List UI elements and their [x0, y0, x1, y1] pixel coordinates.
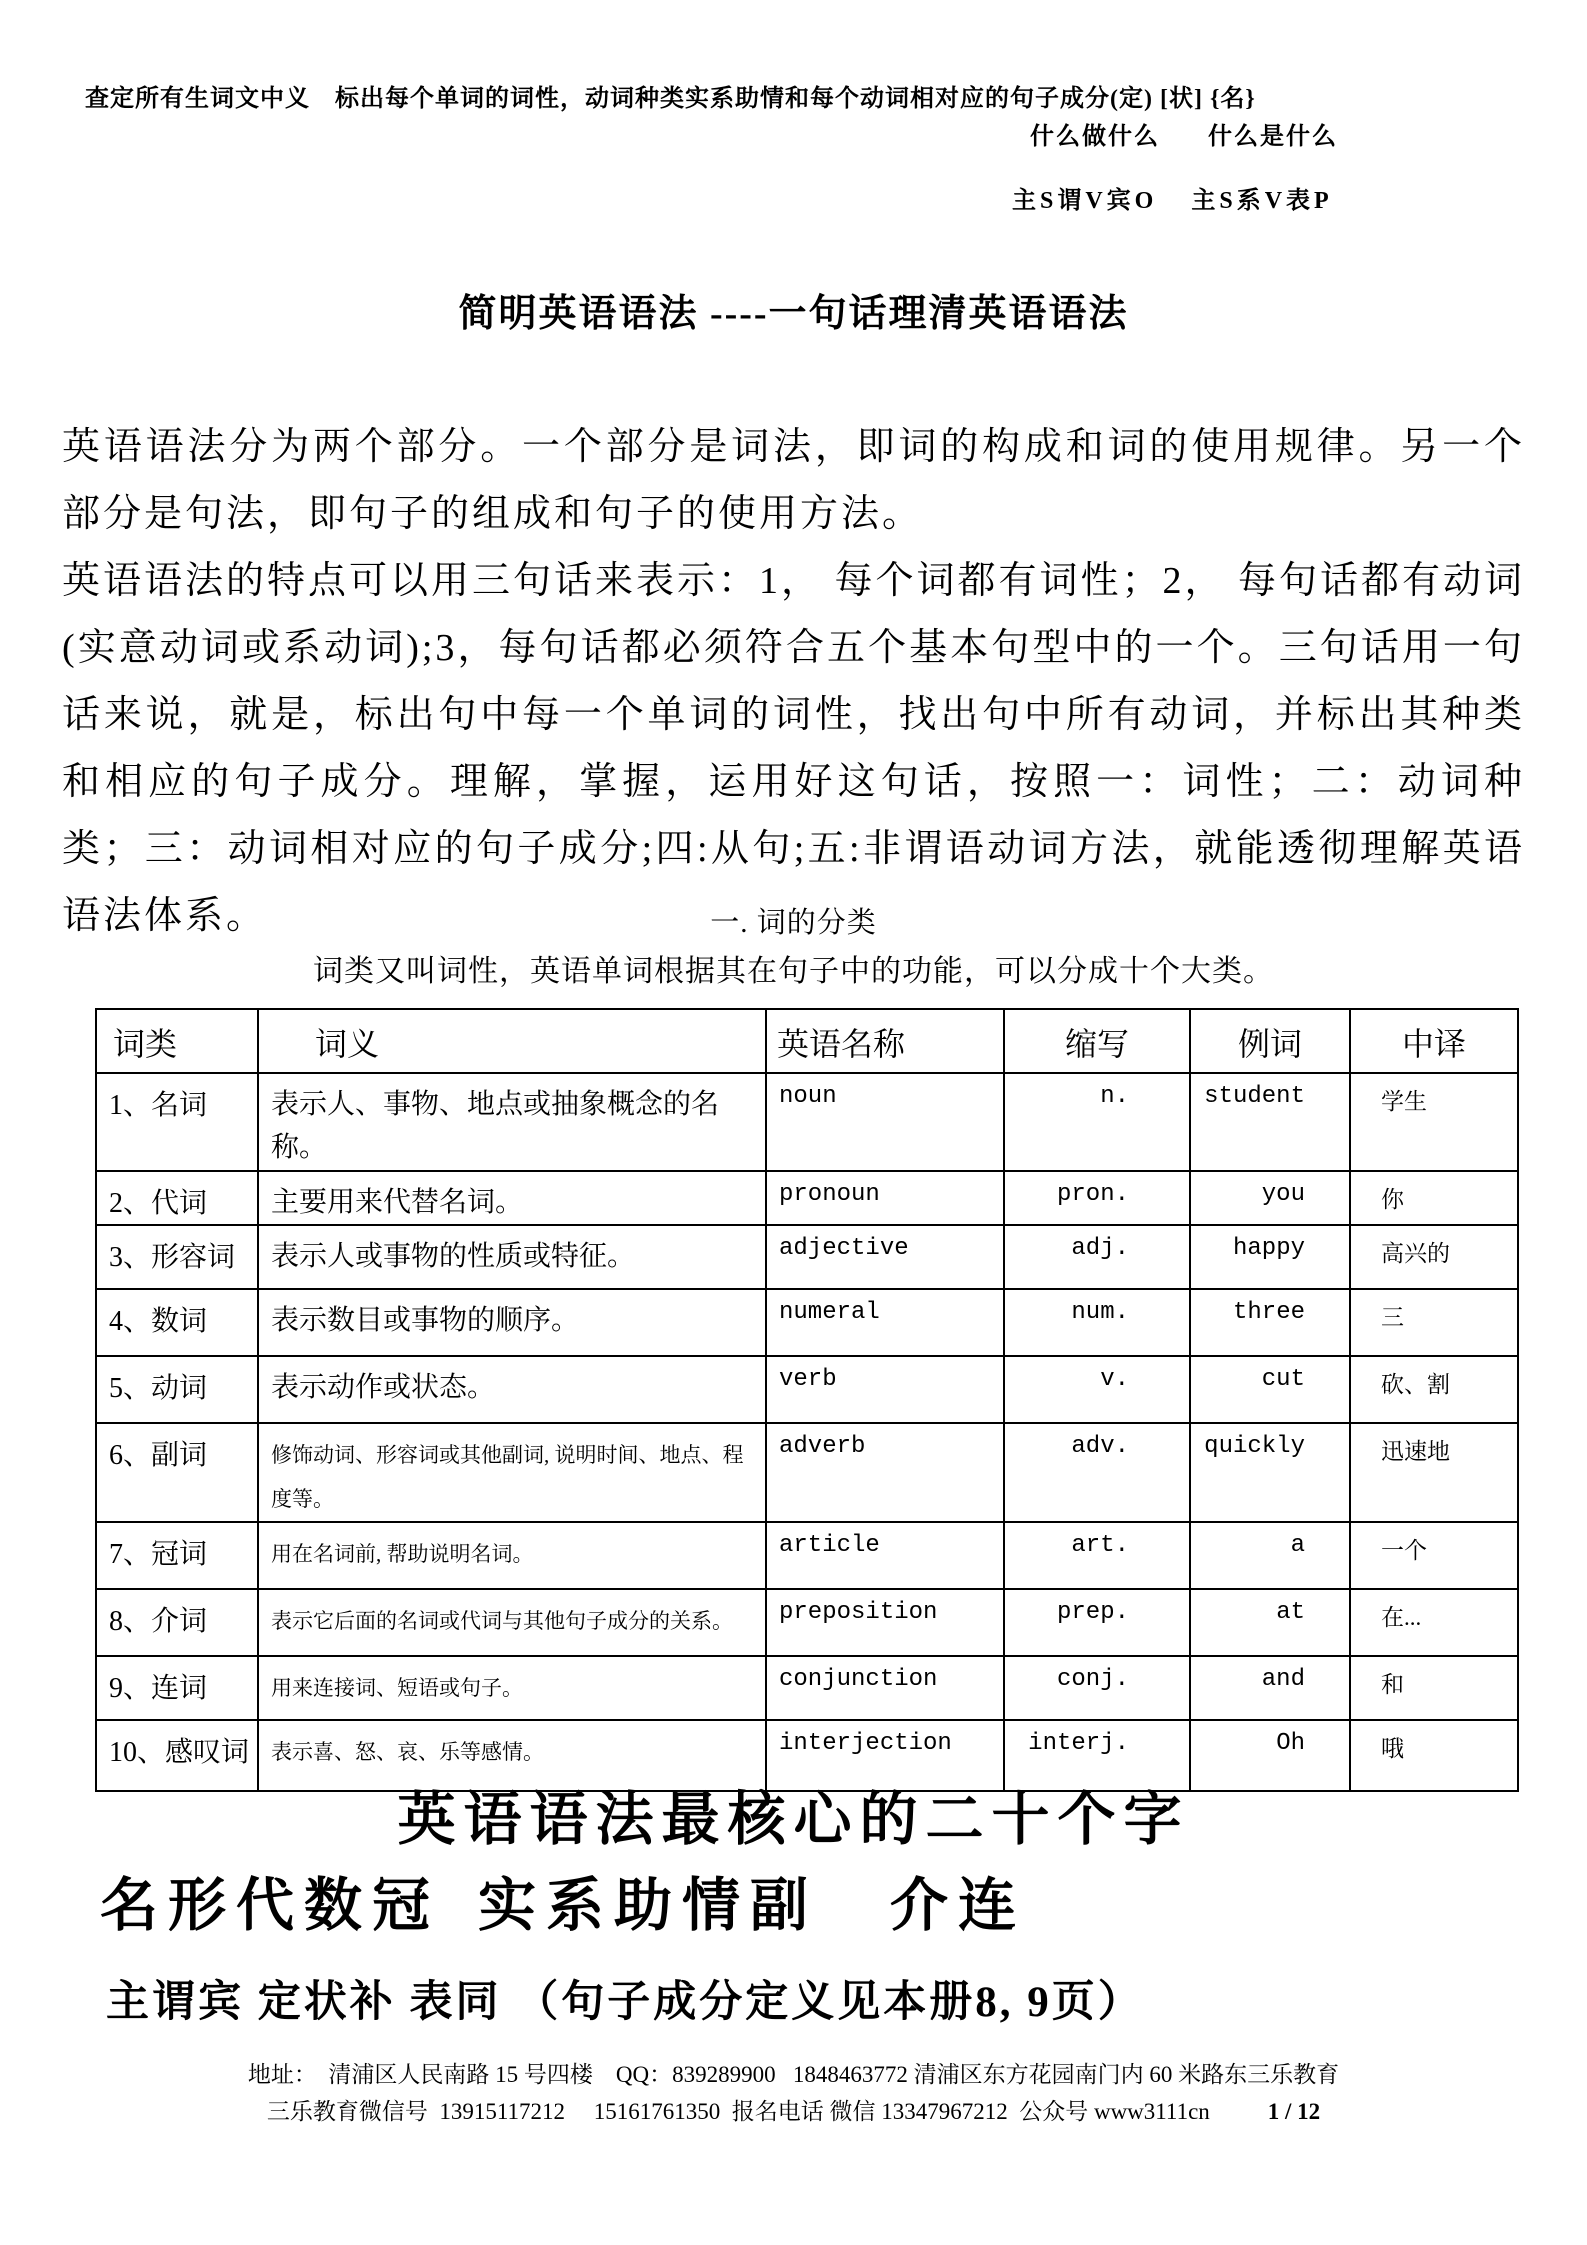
cell-example: and: [1190, 1656, 1350, 1720]
col-header-example: 例词: [1190, 1009, 1350, 1073]
col-header-abbr: 缩写: [1004, 1009, 1190, 1073]
cell-abbr: conj.: [1004, 1656, 1190, 1720]
annotation-is-what: 什么是什么: [1208, 124, 1338, 150]
table-row-adverb: [96, 1423, 1518, 1522]
col-header-meaning: 词义: [258, 1009, 766, 1073]
cell-english: article: [766, 1522, 1004, 1589]
col-header-english: 英语名称: [766, 1009, 1004, 1073]
cell-category: 6、副词: [96, 1423, 258, 1522]
cell-example: quickly: [1190, 1423, 1350, 1522]
col-header-category: 词类: [96, 1009, 258, 1073]
cell-translation: 学生: [1350, 1073, 1518, 1171]
cell-translation: 一个: [1350, 1522, 1518, 1589]
cell-abbr: prep.: [1004, 1589, 1190, 1656]
annotation-line-3: [1012, 180, 1333, 215]
annotation-svo: 主S谓V宾O: [1012, 188, 1158, 214]
cell-category: 10、感叹词: [96, 1720, 258, 1791]
cell-meaning: 表示人或事物的性质或特征。: [258, 1225, 766, 1289]
col-header-translation: 中译: [1350, 1009, 1518, 1073]
cell-english: interjection: [766, 1720, 1004, 1791]
core-group-3: 介连: [890, 1873, 1027, 1938]
cell-abbr: pron.: [1004, 1171, 1190, 1225]
annotation-svp: 主S系V表P: [1191, 188, 1333, 214]
cell-category: 8、介词: [96, 1589, 258, 1656]
cell-english: pronoun: [766, 1171, 1004, 1225]
annotation-do-what: 什么做什么: [1030, 124, 1160, 150]
cell-meaning: 用来连接词、短语或句子。: [258, 1656, 766, 1720]
cell-meaning: 表示它后面的名词或代词与其他句子成分的关系。: [258, 1589, 766, 1656]
intro-paragraphs: [62, 414, 1525, 950]
table-row-noun: [96, 1073, 1518, 1171]
section-subheading: 词类又叫词性，英语单词根据其在句子中的功能，可以分成十个大类。: [313, 955, 1274, 988]
cell-example: three: [1190, 1289, 1350, 1356]
cell-category: 9、连词: [96, 1656, 258, 1720]
annotation-line-1: 查定所有生词文中义 标出每个单词的词性，动词种类实系助情和每个动词相对应的句子成分(定) [状] {名}: [85, 86, 1256, 112]
footer-contact-line: [0, 2093, 1587, 2130]
cell-abbr: adj.: [1004, 1225, 1190, 1289]
parts-of-speech-table: [95, 1008, 1519, 1792]
cell-abbr: num.: [1004, 1289, 1190, 1356]
table-header-row: [96, 1009, 1518, 1073]
cell-abbr: n.: [1004, 1073, 1190, 1171]
cell-category: 7、冠词: [96, 1522, 258, 1589]
cell-example: you: [1190, 1171, 1350, 1225]
table-row-article: [96, 1522, 1518, 1589]
cell-translation: 你: [1350, 1171, 1518, 1225]
annotation-line-2: [1030, 116, 1338, 151]
cell-meaning: 表示人、事物、地点或抽象概念的名称。: [258, 1073, 766, 1171]
cell-category: 4、数词: [96, 1289, 258, 1356]
cell-example: at: [1190, 1589, 1350, 1656]
cell-translation: 哦: [1350, 1720, 1518, 1791]
core-sentence: 主谓宾 定状补 表同 （句子成分定义见本册8, 9页）: [106, 1979, 1144, 2026]
cell-english: preposition: [766, 1589, 1004, 1656]
cell-meaning: 表示数目或事物的顺序。: [258, 1289, 766, 1356]
paragraph-1: 英语语法分为两个部分。一个部分是词法，即词的构成和词的使用规律。另一个部分是句法，即句子的组成和句子的使用方法。: [62, 426, 1525, 535]
cell-english: numeral: [766, 1289, 1004, 1356]
cell-abbr: art.: [1004, 1522, 1190, 1589]
cell-meaning: 表示动作或状态。: [258, 1356, 766, 1423]
footer-contact-text: 三乐教育微信号 13915117212 15161761350 报名电话 微信 13347967212 公众号 www3111cn: [266, 2099, 1210, 2124]
cell-meaning: 表示喜、怒、哀、乐等感情。: [258, 1720, 766, 1791]
cell-example: a: [1190, 1522, 1350, 1589]
paragraph-2: 英语语法的特点可以用三句话来表示：1， 每个词都有词性；2， 每句话都有动词(实意动词或系动词);3，每句话都必须符合五个基本句型中的一个。三句话用一句话来说，就是，标出句中每一个单词的词性，找出句中所有动词，并标出其种类和相应的句子成分。理解，掌握，运用好这句话，按照一：词性；二：动词种类；三：动词相对应的句子成分;四:从句;五:非谓语动词方法，就能透彻理解英语语法体系。: [62, 560, 1526, 937]
cell-translation: 砍、割: [1350, 1356, 1518, 1423]
page-number: 1 / 12: [1267, 2099, 1321, 2124]
table-row-preposition: [96, 1589, 1518, 1656]
table-row-numeral: [96, 1289, 1518, 1356]
cell-english: adjective: [766, 1225, 1004, 1289]
footer-address-line: 地址： 清浦区人民南路 15 号四楼 QQ：839289900 1848463772 清浦区东方花园南门内 60 米路东三乐教育: [247, 2062, 1340, 2087]
page-footer: [0, 2056, 1587, 2130]
core-group-2: 实系助情副: [478, 1873, 819, 1938]
cell-abbr: adv.: [1004, 1423, 1190, 1522]
cell-english: noun: [766, 1073, 1004, 1171]
cell-category: 2、代词: [96, 1171, 258, 1225]
cell-example: Oh: [1190, 1720, 1350, 1791]
cell-abbr: v.: [1004, 1356, 1190, 1423]
section-heading: 一. 词的分类: [710, 907, 877, 939]
cell-english: conjunction: [766, 1656, 1004, 1720]
cell-example: happy: [1190, 1225, 1350, 1289]
core-heading: 英语语法最核心的二十个字: [397, 1787, 1190, 1852]
page-title: 简明英语语法 ----一句话理清英语语法: [458, 293, 1129, 335]
cell-translation: 三: [1350, 1289, 1518, 1356]
table-row-verb: [96, 1356, 1518, 1423]
cell-category: 3、形容词: [96, 1225, 258, 1289]
table-row-pronoun: [96, 1171, 1518, 1225]
core-group-1: 名形代数冠: [100, 1873, 441, 1938]
cell-example: student: [1190, 1073, 1350, 1171]
cell-abbr: interj.: [1004, 1720, 1190, 1791]
table-row-conjunction: [96, 1656, 1518, 1720]
cell-translation: 和: [1350, 1656, 1518, 1720]
cell-meaning: 修饰动词、形容词或其他副词, 说明时间、地点、程度等。: [258, 1423, 766, 1522]
table-row-adjective: [96, 1225, 1518, 1289]
cell-english: adverb: [766, 1423, 1004, 1522]
core-groups: [100, 1858, 1026, 1942]
cell-meaning: 主要用来代替名词。: [258, 1171, 766, 1225]
cell-meaning: 用在名词前, 帮助说明名词。: [258, 1522, 766, 1589]
cell-example: cut: [1190, 1356, 1350, 1423]
cell-translation: 迅速地: [1350, 1423, 1518, 1522]
cell-translation: 在...: [1350, 1589, 1518, 1656]
cell-category: 1、名词: [96, 1073, 258, 1171]
cell-english: verb: [766, 1356, 1004, 1423]
cell-translation: 高兴的: [1350, 1225, 1518, 1289]
cell-category: 5、动词: [96, 1356, 258, 1423]
